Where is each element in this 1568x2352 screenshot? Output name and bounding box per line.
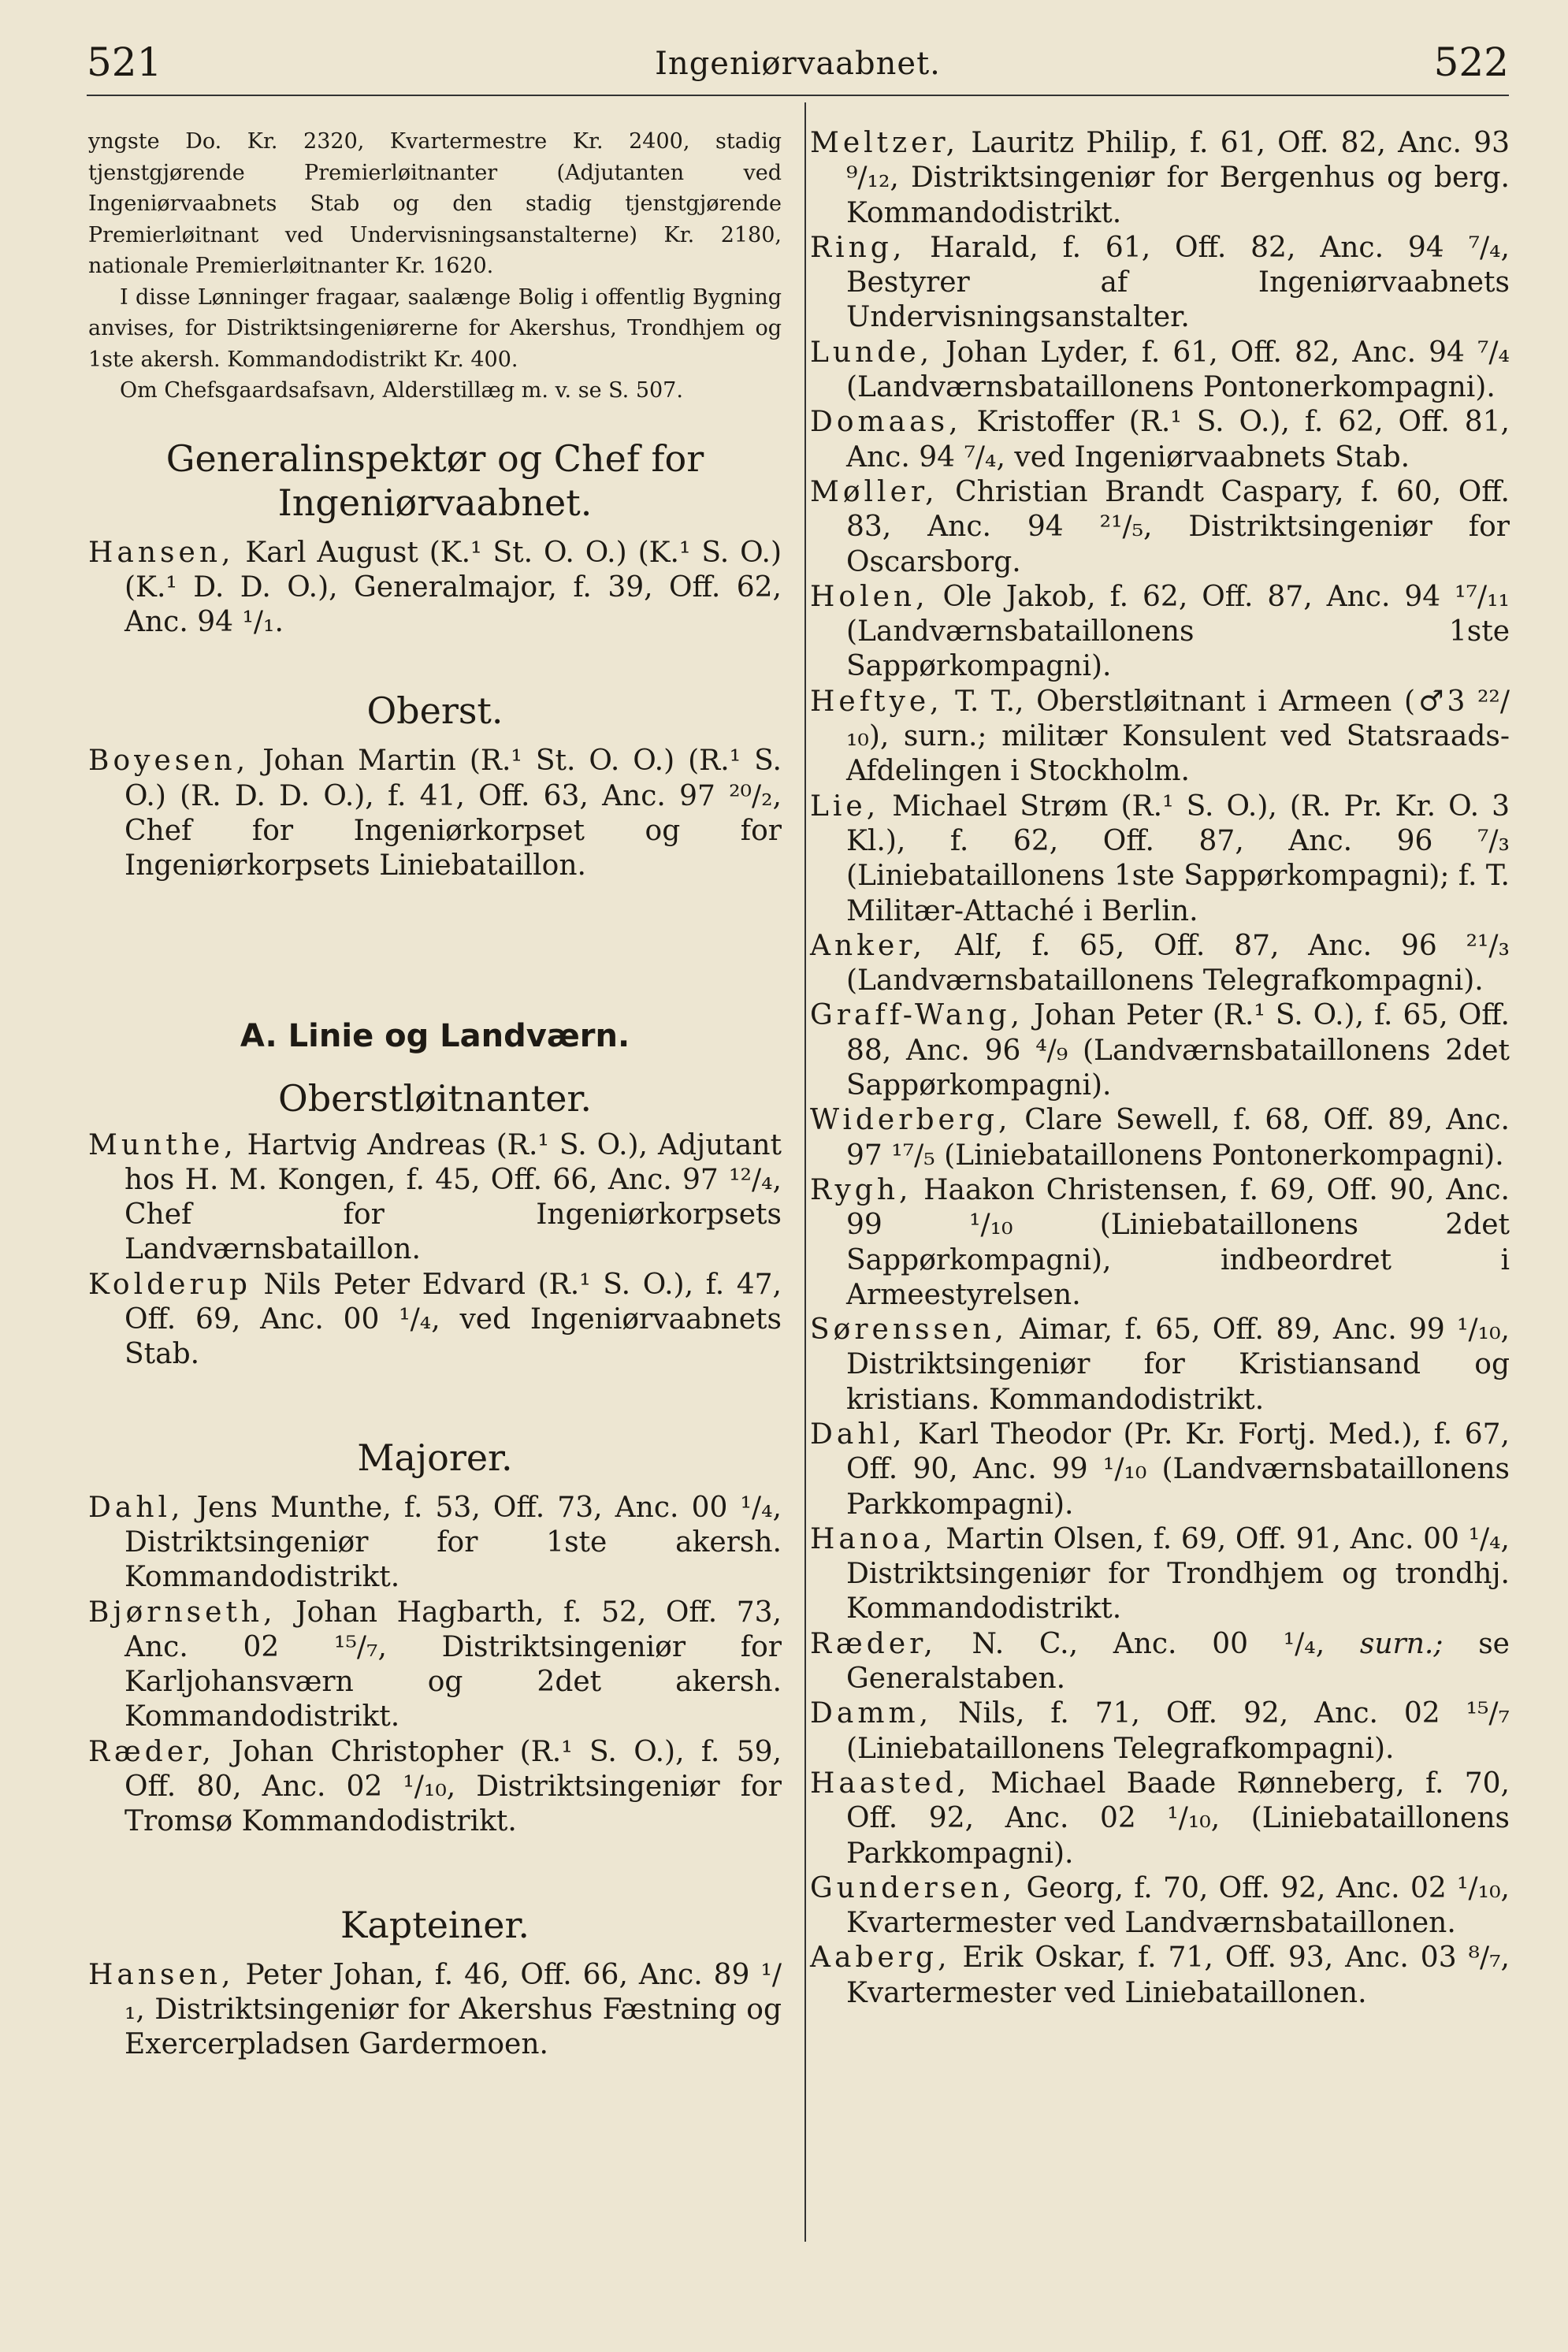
entry-details: Karl Theodor (Pr. Kr. Fortj. Med.), f. 67, Off. 90, Anc. 99 ¹/₁₀ (Landværnsbataillonens Parkkompagni). bbox=[846, 1418, 1510, 1521]
entry-details: Karl August (K.¹ St. O. O.) (K.¹ S. O.) (K.¹ D. D. O.), Generalmajor, f. 39, Off. 62, Anc. 94 ¹/₁. bbox=[124, 536, 782, 639]
entry-details: Haakon Christensen, f. 69, Off. 90, Anc. 99 ¹/₁₀ (Liniebataillonens 2det Sappørkompagni), indbeordret i Armeestyrelsen. bbox=[846, 1173, 1510, 1311]
entry-details: Harald, f. 61, Off. 82, Anc. 94 ⁷/₄, Bestyrer af Ingeniørvaabnets Undervisningsanstalter. bbox=[846, 231, 1510, 334]
intro-paragraph: yngste Do. Kr. 2320, Kvartermestre Kr. 2400, stadig tjenstgjørende Premierløitnanter (Adjutanten ved Ingeniørvaabnets Stab og den stadig tjenstgjørende Premierløitnant ved Undervisningsanstalterne) Kr. 2180, nationale Premierløitnanter Kr. 1620. bbox=[88, 129, 782, 278]
entry-name: Aaberg, bbox=[810, 1941, 951, 1975]
entry-name: Ring, bbox=[810, 231, 906, 264]
entry-hanoa bbox=[810, 1522, 1510, 1627]
entry-name: Kolderup bbox=[88, 1268, 251, 1301]
entry-name: Lie, bbox=[810, 790, 880, 823]
entry-name: Holen, bbox=[810, 580, 929, 613]
heading-generalinspektor: Generalinspektør og Chef for bbox=[165, 437, 704, 480]
entry-details: Erik Oskar, f. 71, Off. 93, Anc. 03 ⁸/₇, Kvartermester ved Liniebataillonen. bbox=[846, 1941, 1510, 2009]
entry-name: Sørenssen, bbox=[810, 1313, 1008, 1347]
entry-details: Martin Olsen, f. 69, Off. 91, Anc. 00 ¹/₄, Distriktsingeniør for Trondhjem og trondhj. Kommandodistrikt. bbox=[846, 1522, 1510, 1626]
entry-hansen-karl bbox=[88, 536, 782, 641]
entry-dahl-karl bbox=[810, 1418, 1510, 1522]
entry-name: Graff-Wang, bbox=[810, 999, 1024, 1032]
entry-meltzer bbox=[810, 126, 1510, 231]
entry-name: Anker, bbox=[810, 929, 926, 962]
intro-paragraph: I disse Lønninger fragaar, saalænge Bolig i offentlig Bygning anvises, for Distriktsingeniørerne for Akershus, Trondhjem og 1ste akersh. Kommandodistrikt Kr. 400. bbox=[88, 284, 782, 372]
entry-name: Gundersen, bbox=[810, 1871, 1016, 1904]
entry-rygh bbox=[810, 1173, 1510, 1313]
entry-bjornseth bbox=[88, 1596, 782, 1735]
entry-gundersen bbox=[810, 1871, 1510, 1941]
entry-details: Georg, f. 70, Off. 92, Anc. 02 ¹/₁₀, Kvartermester ved Landværnsbataillonen. bbox=[846, 1871, 1510, 1940]
entry-name: Heftye, bbox=[810, 685, 943, 718]
entry-name: Munthe, bbox=[88, 1128, 237, 1161]
entry-details: Michael Strøm (R.¹ S. O.), (R. Pr. Kr. O. 3 Kl.), f. 62, Off. 87, Anc. 96 ⁷/₃ (Liniebataillonens 1ste Sappørkompagni); f. T. Militær-Attaché i Berlin. bbox=[846, 790, 1510, 927]
entry-name: Damm, bbox=[810, 1697, 933, 1730]
entry-name: Widerberg, bbox=[810, 1104, 1012, 1137]
entry-details: Nils Peter Edvard (R.¹ S. O.), f. 47, Off. 69, Anc. 00 ¹/₄, ved Ingeniørvaabnets Stab. bbox=[124, 1268, 782, 1371]
entry-raeder-johan bbox=[88, 1735, 782, 1840]
page-number-right: 522 bbox=[1433, 39, 1509, 85]
entry-details: Christian Brandt Caspary, f. 60, Off. 83, Anc. 94 ²¹/₅, Distriktsingeniør for Oscarsborg. bbox=[846, 475, 1510, 578]
entry-details: se Generalstaben. bbox=[846, 1627, 1510, 1696]
page-header bbox=[87, 30, 1509, 93]
heading-kapteiner: Kapteiner. bbox=[340, 1903, 530, 1946]
entry-details: Alf, f. 65, Off. 87, Anc. 96 ²¹/₃ (Landværnsbataillonens Telegrafkompagni). bbox=[846, 929, 1510, 998]
entry-details: Kristoffer (R.¹ S. O.), f. 62, Off. 81, Anc. 94 ⁷/₄, ved Ingeniørvaabnets Stab. bbox=[846, 406, 1510, 474]
entry-raeder-nc bbox=[810, 1627, 1510, 1697]
entry-anker bbox=[810, 929, 1510, 999]
left-column bbox=[88, 126, 782, 2063]
entry-name: Lunde, bbox=[810, 336, 934, 369]
entry-name: Hansen, bbox=[88, 536, 235, 569]
entry-name: Meltzer, bbox=[810, 127, 960, 159]
entry-details: Johan Martin (R.¹ St. O. O.) (R.¹ S. O.) (R. D. D. O.), f. 41, Off. 63, Anc. 97 ²⁰/₂, Chef for Ingeniørkorpset og for Ingeniørkorpsets Liniebataillon. bbox=[124, 745, 782, 882]
entry-ring bbox=[810, 231, 1510, 336]
heading-oberst: Oberst. bbox=[366, 689, 503, 733]
entry-details: Johan Hagbarth, f. 52, Off. 73, Anc. 02 ¹⁵/₇, Distriktsingeniør for Karljohansværn og 2det akersh. Kommandodistrikt. bbox=[124, 1596, 782, 1733]
entry-dahl-jens bbox=[88, 1491, 782, 1596]
entry-details: Clare Sewell, f. 68, Off. 89, Anc. 97 ¹⁷/₅ (Liniebataillonens Pontonerkompagni). bbox=[846, 1104, 1510, 1172]
entry-name: Domaas, bbox=[810, 406, 962, 439]
entry-name: Ræder, bbox=[88, 1735, 215, 1768]
entry-widerberg bbox=[810, 1103, 1510, 1173]
entry-damm bbox=[810, 1696, 1510, 1767]
intro-paragraph: Om Chefsgaardsafsavn, Alderstillæg m. v. se S. 507. bbox=[120, 378, 683, 403]
entry-lunde bbox=[810, 336, 1510, 406]
running-title: Ingeniørvaabnet. bbox=[655, 46, 941, 82]
entry-details: Michael Baade Rønneberg, f. 70, Off. 92, Anc. 02 ¹/₁₀, (Liniebataillonens Parkkompagni). bbox=[846, 1767, 1510, 1870]
entry-moller bbox=[810, 475, 1510, 580]
page-number-left: 521 bbox=[87, 39, 162, 85]
entry-name: Dahl, bbox=[810, 1418, 906, 1451]
entry-aaberg bbox=[810, 1941, 1510, 2011]
entry-name: Dahl, bbox=[88, 1491, 184, 1524]
entry-hansen-peter bbox=[88, 1958, 782, 2063]
header-rule bbox=[87, 95, 1509, 96]
entry-details: Johan Peter (R.¹ S. O.), f. 65, Off. 88, Anc. 96 ⁴/₉ (Landværnsbataillonens 2det Sappørkompagni). bbox=[846, 999, 1510, 1102]
entry-boyesen bbox=[88, 744, 782, 883]
entry-details: Lauritz Philip, f. 61, Off. 82, Anc. 93 ⁹/₁₂, Distriktsingeniør for Bergenhus og berg. Kommandodistrikt. bbox=[846, 127, 1510, 229]
entry-haasted bbox=[810, 1767, 1510, 1871]
entry-munthe bbox=[88, 1128, 782, 1268]
entry-details: Johan Lyder, f. 61, Off. 82, Anc. 94 ⁷/₄ (Landværnsbataillonens Pontonerkompagni). bbox=[846, 336, 1510, 404]
entry-details: Peter Johan, f. 46, Off. 66, Anc. 89 ¹/₁, Distriktsingeniør for Akershus Fæstning og Exercerpladsen Gardermoen. bbox=[124, 1958, 782, 2061]
heading-section-a: A. Linie og Landværn. bbox=[240, 1017, 630, 1054]
entry-heftye bbox=[810, 685, 1510, 790]
entry-name: Hansen, bbox=[88, 1958, 235, 1991]
entry-holen bbox=[810, 580, 1510, 685]
entry-details: Johan Christopher (R.¹ S. O.), f. 59, Off. 80, Anc. 02 ¹/₁₀, Distriktsingeniør for Tromsø Kommandodistrikt. bbox=[124, 1735, 782, 1838]
entry-name: Møller, bbox=[810, 475, 938, 508]
entry-lie bbox=[810, 790, 1510, 929]
right-column bbox=[810, 126, 1510, 2011]
entry-details: Ole Jakob, f. 62, Off. 87, Anc. 94 ¹⁷/₁₁ (Landværnsbataillonens 1ste Sappørkompagni). bbox=[846, 580, 1510, 683]
heading-oberstloitnanter: Oberstløitnanter. bbox=[277, 1076, 592, 1120]
heading-majorer: Majorer. bbox=[357, 1436, 513, 1479]
entry-details: Aimar, f. 65, Off. 89, Anc. 99 ¹/₁₀, Distriktsingeniør for Kristiansand og kristians. Kommandodistrikt. bbox=[846, 1313, 1510, 1416]
heading-ingeniorvaabnet: Ingeniørvaabnet. bbox=[277, 481, 593, 524]
entry-name: Ræder, bbox=[810, 1627, 937, 1660]
entry-name: Boyesen, bbox=[88, 745, 250, 778]
entry-name: Rygh, bbox=[810, 1173, 912, 1206]
entry-sorenssen bbox=[810, 1313, 1510, 1418]
column-divider bbox=[804, 102, 806, 2242]
entry-details: Hartvig Andreas (R.¹ S. O.), Adjutant hos H. M. Kongen, f. 45, Off. 66, Anc. 97 ¹²/₄, Chef for Ingeniørkorpsets Landværnsbataillon. bbox=[124, 1128, 782, 1266]
intro-text bbox=[88, 126, 782, 407]
entry-domaas bbox=[810, 405, 1510, 475]
entry-name: Bjørnseth, bbox=[88, 1596, 277, 1629]
entry-details: Jens Munthe, f. 53, Off. 73, Anc. 00 ¹/₄, Distriktsingeniør for 1ste akersh. Kommandodistrikt. bbox=[124, 1491, 782, 1594]
entry-details-italic: surn.; bbox=[1359, 1627, 1444, 1660]
entry-name: Haasted, bbox=[810, 1767, 971, 1800]
entry-graff-wang bbox=[810, 998, 1510, 1103]
entry-name: Hanoa, bbox=[810, 1522, 937, 1555]
entry-details: N. C., Anc. 00 ¹/₄, bbox=[972, 1627, 1325, 1660]
entry-details: T. T., Oberstløitnant i Armeen (♂3 ²²/₁₀), surn.; militær Konsulent ved Statsraads-Afdelingen i Stockholm. bbox=[846, 685, 1510, 788]
entry-details: Nils, f. 71, Off. 92, Anc. 02 ¹⁵/₇ (Liniebataillonens Telegrafkompagni). bbox=[846, 1697, 1510, 1765]
entry-kolderup bbox=[88, 1268, 782, 1373]
